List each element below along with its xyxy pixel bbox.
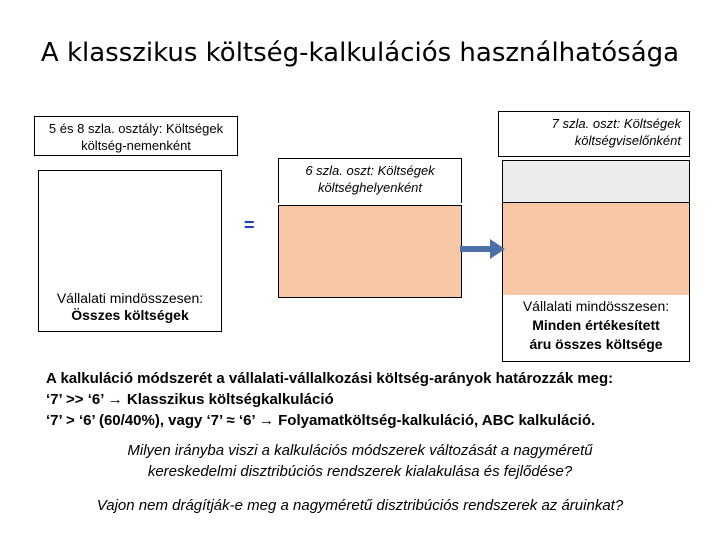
cost-types-box bbox=[34, 116, 238, 156]
left-total-line1: Vállalati mindösszesen: bbox=[56, 290, 204, 306]
right-total-line1: Vállalati mindösszesen: bbox=[522, 298, 670, 314]
question-1-line2: kereskedelmi disztribúciós rendszerek kialakulása és fejlődése? bbox=[147, 463, 573, 480]
total-costs-block bbox=[38, 170, 222, 290]
cost-centers-label-line1: 6 szla. oszt: Költségek bbox=[305, 163, 435, 178]
right-total-line2: Minden értékesített bbox=[532, 317, 660, 333]
right-total-box bbox=[502, 295, 690, 362]
right-total-line3: áru összes költsége bbox=[529, 336, 663, 352]
question-1 bbox=[30, 440, 690, 482]
cost-types-label: 5 és 8 szla. osztály: Költségek költség-nemenként bbox=[48, 121, 224, 153]
cost-bearers-box bbox=[498, 111, 690, 157]
cost-centers-label-line2: költséghelyenként bbox=[317, 180, 423, 195]
cost-centers-box bbox=[278, 158, 462, 203]
method-statement bbox=[46, 368, 706, 431]
cost-centers-block bbox=[278, 205, 462, 298]
method-line2: ‘7’ >> ‘6’ → Klasszikus költségkalkuláció bbox=[46, 391, 334, 408]
page-title: A klasszikus költség-kalkulációs használhatósága bbox=[40, 38, 680, 68]
question-2: Vajon nem drágítják-e meg a nagyméretű disztribúciós rendszerek az áruinkat? bbox=[96, 497, 624, 514]
left-total-box bbox=[38, 288, 222, 332]
left-total-line2: Összes költségek bbox=[71, 307, 189, 323]
question-1-line1: Milyen irányba viszi a kalkulációs módszerek változását a nagyméretű bbox=[127, 442, 593, 459]
cost-bearers-label-line2: költségviselőnként bbox=[574, 133, 681, 148]
method-line3: ‘7’ > ‘6’ (60/40%), vagy ‘7’ ≈ ‘6’ → Folyamatköltség-kalkuláció, ABC kalkuláció. bbox=[46, 412, 596, 429]
method-line1: A kalkuláció módszerét a vállalati-vállalkozási költség-arányok határozzák meg: bbox=[46, 370, 614, 387]
arrow-right-icon bbox=[460, 238, 506, 260]
cost-bearers-label-line1: 7 szla. oszt: Költségek bbox=[551, 116, 681, 131]
cost-bearers-orange-block bbox=[502, 203, 690, 296]
equals-sign: = bbox=[244, 215, 255, 235]
cost-bearers-gray-block bbox=[502, 160, 690, 203]
